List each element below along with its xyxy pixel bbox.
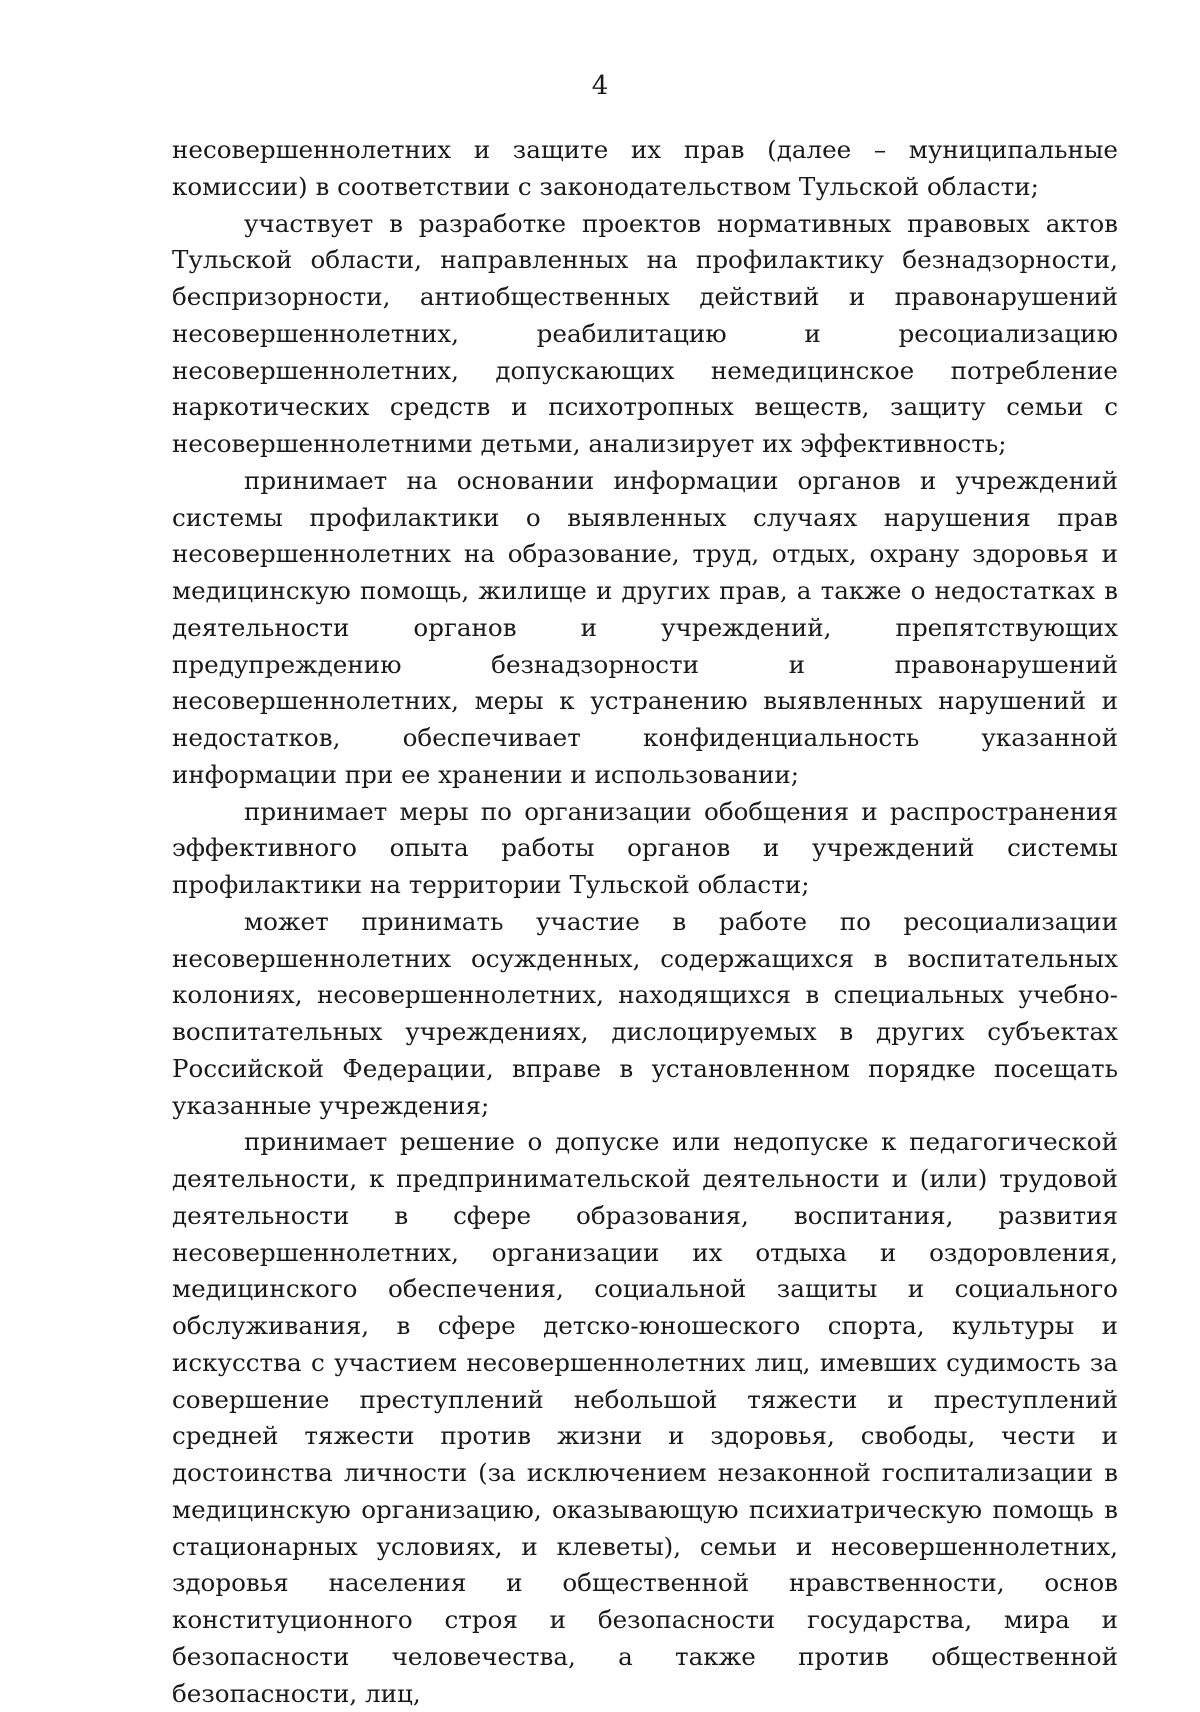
- paragraph: участвует в разработке проектов нормативных правовых актов Тульской области, направленных на профилактику безнадзорности, беспризорности, антиобщественных действий и правонарушений несовершеннолетних, реабилитацию и ресоциализацию несовершеннолетних, допускающих немедицинское потребление наркотических средств и психотропных веществ, защиту семьи с несовершеннолетними детьми, анализирует их эффективность;: [172, 208, 1118, 458]
- page-number: 4: [591, 71, 609, 101]
- document-body: [172, 132, 1118, 1712]
- paragraph: принимает решение о допуске или недопуске к педагогической деятельности, к предпринимательской деятельности и (или) трудовой деятельности в сфере образования, воспитания, развития несовершеннолетних, организации их отдыха и оздоровления, медицинского обеспечения, социальной защиты и социального обслуживания, в сфере детско-юношеского спорта, культуры и искусства с участием несовершеннолетних лиц, имевших судимость за совершение преступлений небольшой тяжести и преступлений средней тяжести против жизни и здоровья, свободы, чести и достоинства личности (за исключением незаконной госпитализации в медицинскую организацию, оказывающую психиатрическую помощь в стационарных условиях, и клеветы), семьи и несовершеннолетних, здоровья населения и общественной нравственности, основ конституционного строя и безопасности государства, мира и безопасности человечества, а также против общественной безопасности, лиц,: [172, 1127, 1118, 1708]
- paragraph: принимает меры по организации обобщения и распространения эффективного опыта работы органов и учреждений системы профилактики на территории Тульской области;: [172, 796, 1118, 899]
- paragraph-continuation: несовершеннолетних и защите их прав (далее – муниципальные комиссии) в соответствии с законодательством Тульской области;: [172, 135, 1118, 201]
- paragraph: может принимать участие в работе по ресоциализации несовершеннолетних осужденных, содержащихся в воспитательных колониях, несовершеннолетних, находящихся в специальных учебно-воспитательных учреждениях, дислоцируемых в других субъектах Российской Федерации, вправе в установленном порядке посещать указанные учреждения;: [172, 906, 1118, 1120]
- paragraph: принимает на основании информации органов и учреждений системы профилактики о выявленных случаях нарушения прав несовершеннолетних на образование, труд, отдых, охрану здоровья и медицинскую помощь, жилище и других прав, а также о недостатках в деятельности органов и учреждений, препятствующих предупреждению безнадзорности и правонарушений несовершеннолетних, меры к устранению выявленных нарушений и недостатков, обеспечивает конфиденциальность указанной информации при ее хранении и использовании;: [172, 465, 1118, 789]
